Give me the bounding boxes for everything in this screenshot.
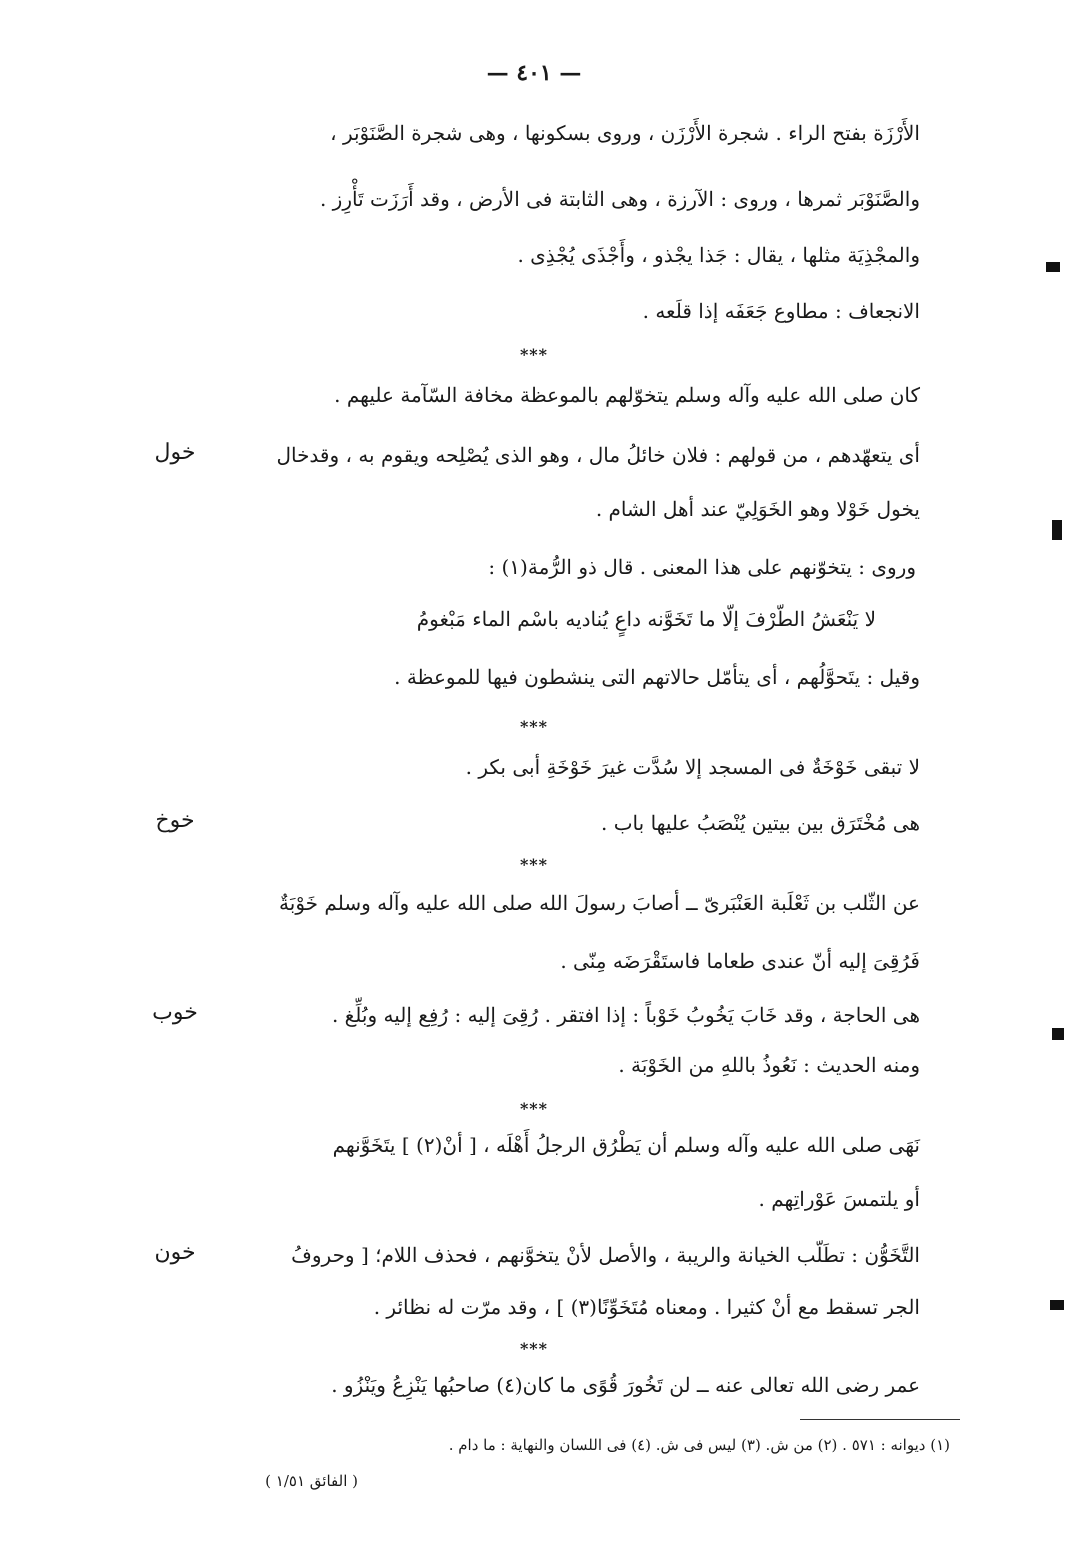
text-line: فَرُقِىَ إليه أنّ عندى طعاما فاستَقْرَضَه مِنّى .	[560, 949, 920, 973]
text-line: أو يلتمسَ عَوْراتِهم .	[758, 1187, 920, 1211]
text-line: كان صلى الله عليه وآله وسلم يتخوّلهم بالموعظة مخافة السّآمة عليهم .	[334, 383, 920, 407]
page-number: — ٤٠١ —	[486, 60, 582, 86]
source-reference: ( الفائق ١/٥١ )	[265, 1472, 358, 1490]
section-separator: ***	[519, 1099, 549, 1118]
margin-root-word: خون	[154, 1240, 196, 1265]
footnote-line: (١) ديوانه : ٥٧١ . (٢) من ش. (٣) ليس فى ش. (٤) فى اللسان والنهاية : ما دام .	[448, 1436, 950, 1454]
text-line: الانجعاف : مطاوع جَعَفَه إذا قلَعه .	[642, 299, 920, 323]
text-line: وقيل : يتَحوَّلُهم ، أى يتأمّل حالاتهم التى ينشطون فيها للموعظة .	[394, 665, 920, 689]
margin-root-word: خول	[154, 440, 196, 465]
text-line: عمر رضى الله تعالى عنه ــ لن تَخُورَ قُوًى ما كان(٤) صاحبُها يَنْزِعُ ويَنْزُو .	[331, 1373, 920, 1397]
text-line: الجر تسقط مع أنْ كثيرا . ومعناه مُتَخَوِّنًا(٣) ] ، وقد مرّت له نظائر .	[373, 1295, 920, 1319]
margin-mark	[1052, 1028, 1064, 1040]
text-line: وروى : يتخوّنهم على هذا المعنى . قال ذو الرُّمة(١) :	[488, 555, 916, 579]
margin-mark	[1052, 520, 1062, 540]
margin-mark	[1050, 1300, 1064, 1310]
text-line: يخول خَوْلا وهو الخَوَلِيّ عند أهل الشام .	[595, 497, 920, 521]
footnote-rule	[800, 1419, 960, 1420]
text-line: أى يتعهّدهم ، من قولهم : فلان خائلُ مال ، وهو الذى يُصْلِحه ويقوم به ، وقدخال	[276, 443, 920, 467]
verse-line: لا يَنْعَشُ الطّرْفَ إلّا ما تَخَوَّنه داعٍ يُناديه باسْم الماء مَبْغومُ	[416, 607, 876, 631]
text-line: لا تبقى خَوْخَةٌ فى المسجد إلا سُدَّت غيرَ خَوْخَةِ أبى بكر .	[465, 755, 920, 779]
text-line: هى مُخْتَرَق بين بيتين يُنْصَبُ عليها باب .	[601, 811, 920, 835]
margin-root-word: خوب	[152, 1000, 198, 1025]
text-line: والمجْذِيَة مثلها ، يقال : جَذا يجْذو ، وأَجْذَى يُجْذِى .	[517, 243, 920, 267]
text-line: عن الثّلب بن ثَعْلَبة العَنْبَرىّ ــ أصابَ رسولَ الله صلى الله عليه وآله وسلم خَوْبَةٌ	[279, 891, 920, 915]
section-separator: ***	[519, 717, 549, 736]
text-line: الأَرْزَة بفتح الراء . شجرة الأَرْزَن ، وروى بسكونها ، وهى شجرة الصَّنَوْبَر ،	[330, 121, 920, 145]
text-line: والصَّنَوْبَر ثمرها ، وروى : الآرزة ، وهى الثابتة فى الأرض ، وقد أَرَزَت تَأْرِز .	[319, 187, 920, 211]
text-line: ومنه الحديث : نَعُوذُ باللهِ من الخَوْبَة .	[618, 1053, 920, 1077]
section-separator: ***	[519, 855, 549, 874]
section-separator: ***	[519, 345, 549, 364]
text-line: هى الحاجة ، وقد خَابَ يَخُوبُ خَوْباً : إذا افتقر . رُقِىَ إليه : رُفِع إليه وبُلِّغ .	[331, 1003, 920, 1027]
section-separator: ***	[519, 1339, 549, 1358]
text-line: التَّخَوُّن : تطَلّب الخيانة والريبة ، والأصل لأنْ يتخوَّنهم ، فحذف اللام؛ [ وحروفُ	[291, 1243, 920, 1267]
margin-mark	[1046, 262, 1060, 272]
margin-root-word: خوخ	[155, 808, 195, 833]
text-line: نَهَى صلى الله عليه وآله وسلم أن يَطْرُق الرجلُ أَهْلَه ، [ أنْ(٢) ] يتَخَوَّنهم	[332, 1133, 920, 1157]
